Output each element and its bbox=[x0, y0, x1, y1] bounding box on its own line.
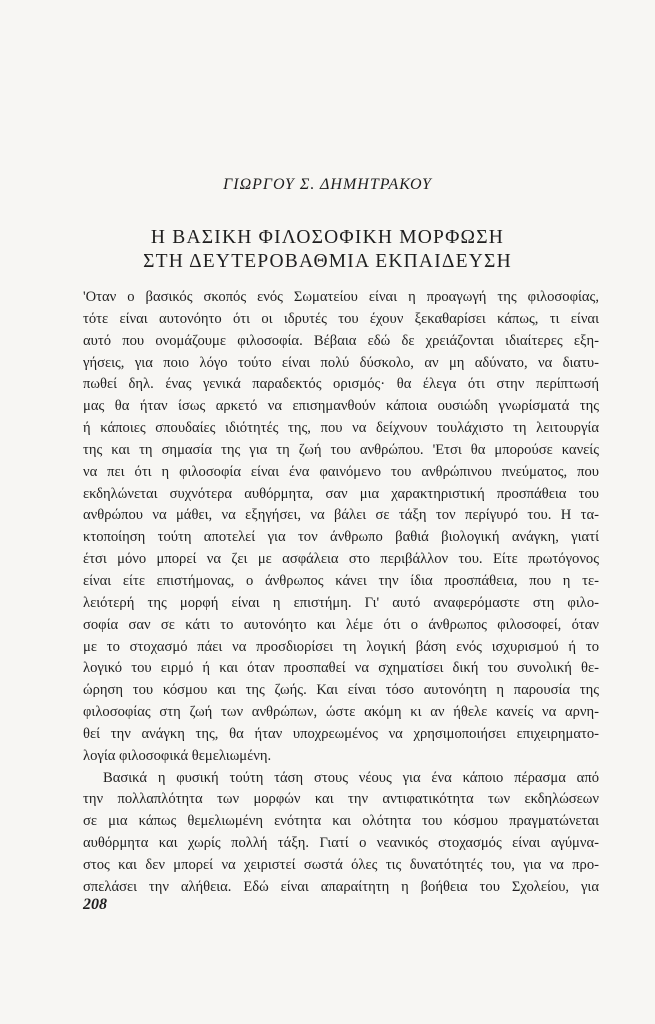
text-line: γήσεις, για ποιο λόγο τούτο είναι πολύ δύσκολο, αν μη αδύνατο, να διατυ- bbox=[83, 354, 599, 371]
text-line: την πολλαπλότητα των μορφών και την αντιφατικότητα των εκδηλώσεων bbox=[83, 791, 599, 808]
title-line: ΣΤΗ ΔΕΥΤΕΡΟΒΑΘΜΙΑ ΕΚΠΑΙΔΕΥΣΗ bbox=[143, 251, 512, 272]
text-line: Βασικά η φυσική τούτη τάση στους νέους για ένα κάποιο πέρασμα από bbox=[103, 769, 599, 786]
body-text bbox=[83, 287, 599, 899]
text-line: στος και δεν μπορεί να χειριστεί σωστά όλες τις δυνατότητές του, για να προ- bbox=[83, 856, 599, 873]
title-line: Η ΒΑΣΙΚΗ ΦΙΛΟΣΟΦΙΚΗ ΜΟΡΦΩΣΗ bbox=[150, 227, 505, 248]
text-line: να πει ότι η φιλοσοφία είναι ένα φαινόμενο του ανθρώπινου πνεύματος, που bbox=[83, 463, 599, 480]
text-line: θεί την ανάγκη της, θα ήταν υποχρεωμένος να χρησιμοποιήσει επιχειρηματο- bbox=[83, 725, 599, 742]
author-heading: ΓΙΩΡΓΟΥ Σ. ΔΗΜΗΤΡΑΚΟΥ bbox=[223, 176, 432, 193]
text-line: φιλοσοφίας στη ζωή των ανθρώπων, ώστε ακόμη κι αν ήθελε κανείς να αρνη- bbox=[83, 704, 599, 721]
text-line: πωθεί δηλ. ένας γενικά παραδεκτός ορισμός· θα έλεγα ότι στην περίπτωσή bbox=[83, 376, 599, 393]
text-line: κτοποίηση τούτη αποτελεί για τον άνθρωπο βαθιά βιολογική ανάγκη, γιατί bbox=[83, 529, 599, 546]
text-line: σπελάσει την αλήθεια. Εδώ είναι απαραίτητη η βοήθεια του Σχολείου, για bbox=[83, 878, 599, 895]
text-line: ή κάποιες σπουδαίες ιδιότητές της, που να δείχνουν τουλάχιστο τη λειτουργία bbox=[83, 420, 599, 437]
text-line: λειότερή της μορφή είναι η επιστήμη. Γι' αυτό αναφερόμαστε στη φιλο- bbox=[83, 594, 599, 611]
text-line: λογικό του ειρμό ή και όταν προσπαθεί να σχηματίσει δική του συνολική θε- bbox=[83, 660, 599, 677]
page-number: 208 bbox=[83, 896, 107, 913]
text-line: είναι είτε επιστήμονας, ο άνθρωπος κάνει την ίδια προσπάθεια, που η τε- bbox=[83, 572, 599, 589]
text-line: εκδηλώνεται συχνότερα αυθόρμητα, σαν μια χαρακτηριστική προσπάθεια του bbox=[83, 485, 599, 502]
text-line: ανθρώπου να μάθει, να εξηγήσει, να βάλει σε τάξη τον περίγυρό του. Η τα- bbox=[83, 507, 599, 524]
text-line: μας θα ήταν ίσως αρκετό να επισημανθούν κάποια ουσιώδη γνωρίσματά της bbox=[83, 398, 599, 415]
text-line: αυθόρμητα και χωρίς πολλή τάξη. Γιατί ο νεανικός στοχασμός είναι αγύμνα- bbox=[83, 835, 599, 852]
article-title bbox=[0, 226, 655, 274]
text-line: ώρηση του κόσμου και της ζωής. Και είναι τόσο αυτονόητη η παρουσία της bbox=[83, 682, 599, 699]
text-line: της και τη σημασία της για τη ζωή του ανθρώπου. 'Ετσι θα μπορούσε κανείς bbox=[83, 441, 599, 458]
text-line: 'Οταν ο βασικός σκοπός ενός Σωματείου είναι η προαγωγή της φιλοσοφίας, bbox=[83, 289, 599, 305]
text-line: σοφία σαν σε κάτι το αυτονόητο και λέμε ότι ο άνθρωπος φιλοσοφεί, όταν bbox=[83, 616, 599, 633]
text-line: έτσι μόνο μπορεί να ζει με ασφάλεια στο περιβάλλον του. Είτε πρωτόγονος bbox=[83, 551, 599, 568]
text-line: τότε είναι αυτονόητο ότι οι ιδρυτές του έχουν ξεκαθαρίσει κάπως, τι είναι bbox=[83, 310, 599, 327]
text-line: με το στοχασμό πάει να προσδιορίσει τη λογική βάση ενός ισχυρισμού ή το bbox=[83, 638, 599, 655]
text-line: λογία φιλοσοφικά θεμελιωμένη. bbox=[83, 747, 272, 764]
text-line: σε μια κάπως θεμελιωμένη ενότητα και ολότητα του κόσμου πραγματώνεται bbox=[83, 813, 599, 830]
text-line: αυτό που ονομάζουμε φιλοσοφία. Βέβαια εδώ δε χρειάζονται ιδιαίτερες εξη- bbox=[83, 332, 599, 349]
